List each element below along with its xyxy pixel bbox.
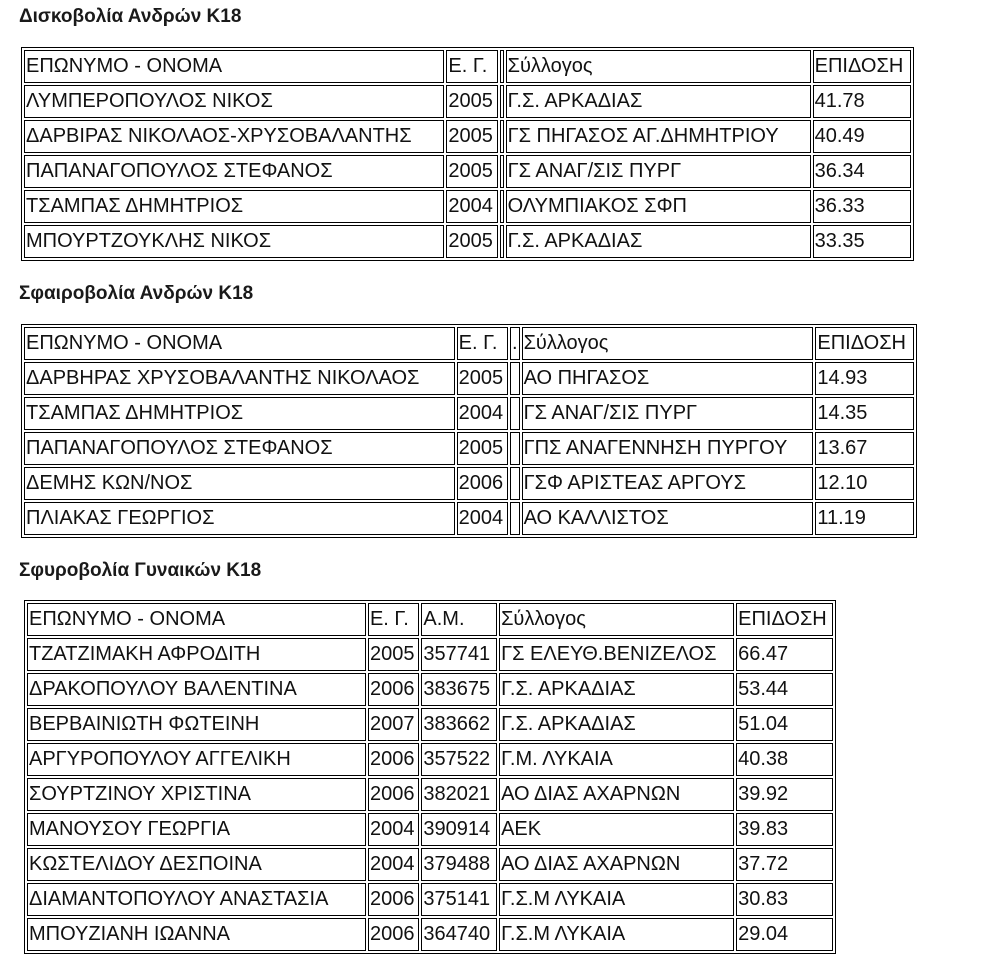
name-cell: ΠΛΙΑΚΑΣ ΓΕΩΡΓΙΟΣ xyxy=(24,502,455,535)
club-cell: Γ.Σ.Μ ΛΥΚΑΙΑ xyxy=(499,883,734,916)
reg-number-cell xyxy=(500,85,504,118)
name-cell: ΛΥΜΠΕΡΟΠΟΥΛΟΣ ΝΙΚΟΣ xyxy=(24,85,444,118)
birth-year-cell: 2006 xyxy=(368,673,419,706)
performance-cell: 33.35 xyxy=(813,225,911,258)
performance-cell: 36.33 xyxy=(813,190,911,223)
club-cell: ΑΟ ΔΙΑΣ ΑΧΑΡΝΩΝ xyxy=(499,848,734,881)
performance-cell: 13.67 xyxy=(815,432,914,465)
performance-cell: 41.78 xyxy=(813,85,911,118)
column-header xyxy=(500,50,504,83)
table-row xyxy=(27,778,833,811)
reg-number-cell xyxy=(500,120,504,153)
table-row xyxy=(27,813,833,846)
reg-number-cell: 383675 xyxy=(421,673,497,706)
club-cell: Γ.Σ. ΑΡΚΑΔΙΑΣ xyxy=(499,708,734,741)
table-row xyxy=(24,85,911,118)
reg-number-cell xyxy=(510,467,520,500)
name-cell: ΜΠΟΥΖΙΑΝΗ ΙΩΑΝΝΑ xyxy=(27,918,366,951)
table-row xyxy=(24,225,911,258)
performance-cell: 66.47 xyxy=(736,638,833,671)
reg-number-cell: 357741 xyxy=(421,638,497,671)
birth-year-cell: 2005 xyxy=(446,155,497,188)
name-cell: ΔΡΑΚΟΠΟΥΛΟΥ ΒΑΛΕΝΤΙΝΑ xyxy=(27,673,366,706)
table-row xyxy=(24,397,914,430)
header-row xyxy=(24,327,914,360)
birth-year-cell: 2007 xyxy=(368,708,419,741)
performance-cell: 12.10 xyxy=(815,467,914,500)
section-title-discus: Δισκοβολία Ανδρών Κ18 xyxy=(19,6,242,27)
name-cell: ΜΠΟΥΡΤΖΟΥΚΛΗΣ ΝΙΚΟΣ xyxy=(24,225,444,258)
club-cell: ΓΣ ΑΝΑΓ/ΣΙΣ ΠΥΡΓ xyxy=(522,397,814,430)
results-table-body xyxy=(24,50,911,258)
club-cell: ΑΟ ΔΙΑΣ ΑΧΑΡΝΩΝ xyxy=(499,778,734,811)
name-cell: ΤΣΑΜΠΑΣ ΔΗΜΗΤΡΙΟΣ xyxy=(24,397,455,430)
table-row xyxy=(24,467,914,500)
birth-year-cell: 2005 xyxy=(457,362,508,395)
table-row xyxy=(27,883,833,916)
column-header: ΕΠΩΝΥΜΟ - ΟΝΟΜΑ xyxy=(24,327,455,360)
table-row xyxy=(24,120,911,153)
reg-number-cell: 382021 xyxy=(421,778,497,811)
reg-number-cell xyxy=(500,225,504,258)
reg-number-cell: 390914 xyxy=(421,813,497,846)
name-cell: ΣΟΥΡΤΖΙΝΟΥ ΧΡΙΣΤΙΝΑ xyxy=(27,778,366,811)
performance-cell: 29.04 xyxy=(736,918,833,951)
reg-number-cell: 375141 xyxy=(421,883,497,916)
club-cell: ΓΣ ΑΝΑΓ/ΣΙΣ ΠΥΡΓ xyxy=(506,155,811,188)
name-cell: ΔΙΑΜΑΝΤΟΠΟΥΛΟΥ ΑΝΑΣΤΑΣΙΑ xyxy=(27,883,366,916)
name-cell: ΠΑΠΑΝΑΓΟΠΟΥΛΟΣ ΣΤΕΦΑΝΟΣ xyxy=(24,432,455,465)
birth-year-cell: 2004 xyxy=(446,190,497,223)
column-header: ΕΠΙΔΟΣΗ xyxy=(736,603,833,636)
birth-year-cell: 2006 xyxy=(457,467,508,500)
club-cell: ΟΛΥΜΠΙΑΚΟΣ ΣΦΠ xyxy=(506,190,811,223)
column-header: Σύλλογος xyxy=(522,327,814,360)
name-cell: ΤΖΑΤΖΙΜΑΚΗ ΑΦΡΟΔΙΤΗ xyxy=(27,638,366,671)
performance-cell: 39.83 xyxy=(736,813,833,846)
birth-year-cell: 2006 xyxy=(368,918,419,951)
performance-cell: 14.35 xyxy=(815,397,914,430)
birth-year-cell: 2006 xyxy=(368,778,419,811)
club-cell: Γ.Σ. ΑΡΚΑΔΙΑΣ xyxy=(506,85,811,118)
table-row xyxy=(24,502,914,535)
column-header: Σύλλογος xyxy=(499,603,734,636)
performance-cell: 53.44 xyxy=(736,673,833,706)
name-cell: ΚΩΣΤΕΛΙΔΟΥ ΔΕΣΠΟΙΝΑ xyxy=(27,848,366,881)
club-cell: ΓΠΣ ΑΝΑΓΕΝΝΗΣΗ ΠΥΡΓΟΥ xyxy=(522,432,814,465)
name-cell: ΜΑΝΟΥΣΟΥ ΓΕΩΡΓΙΑ xyxy=(27,813,366,846)
reg-number-cell xyxy=(510,362,520,395)
club-cell: Γ.Σ.Μ ΛΥΚΑΙΑ xyxy=(499,918,734,951)
reg-number-cell xyxy=(500,155,504,188)
club-cell: Γ.Σ. ΑΡΚΑΔΙΑΣ xyxy=(499,673,734,706)
column-header: . xyxy=(510,327,520,360)
name-cell: ΔΑΡΒΗΡΑΣ ΧΡΥΣΟΒΑΛΑΝΤΗΣ ΝΙΚΟΛΑΟΣ xyxy=(24,362,455,395)
results-table-body xyxy=(27,603,833,951)
column-header: ΕΠΩΝΥΜΟ - ΟΝΟΜΑ xyxy=(24,50,444,83)
reg-number-cell: 364740 xyxy=(421,918,497,951)
club-cell: ΓΣ ΕΛΕΥΘ.ΒΕΝΙΖΕΛΟΣ xyxy=(499,638,734,671)
reg-number-cell xyxy=(500,190,504,223)
reg-number-cell: 383662 xyxy=(421,708,497,741)
table-row xyxy=(24,432,914,465)
section-title-hammer-throw: Σφυροβολία Γυναικών Κ18 xyxy=(19,560,262,581)
name-cell: ΠΑΠΑΝΑΓΟΠΟΥΛΟΣ ΣΤΕΦΑΝΟΣ xyxy=(24,155,444,188)
table-row xyxy=(27,673,833,706)
performance-cell: 40.49 xyxy=(813,120,911,153)
birth-year-cell: 2005 xyxy=(368,638,419,671)
column-header: Α.Μ. xyxy=(421,603,497,636)
column-header: Ε. Γ. xyxy=(368,603,419,636)
birth-year-cell: 2006 xyxy=(368,743,419,776)
table-row xyxy=(24,362,914,395)
name-cell: ΤΣΑΜΠΑΣ ΔΗΜΗΤΡΙΟΣ xyxy=(24,190,444,223)
results-table-shot-put xyxy=(21,324,917,538)
birth-year-cell: 2005 xyxy=(446,225,497,258)
performance-cell: 51.04 xyxy=(736,708,833,741)
name-cell: ΒΕΡΒΑΙΝΙΩΤΗ ΦΩΤΕΙΝΗ xyxy=(27,708,366,741)
table-row xyxy=(24,155,911,188)
section-title-shot-put: Σφαιροβολία Ανδρών Κ18 xyxy=(19,283,254,304)
club-cell: ΓΣΦ ΑΡΙΣΤΕΑΣ ΑΡΓΟΥΣ xyxy=(522,467,814,500)
column-header: ΕΠΩΝΥΜΟ - ΟΝΟΜΑ xyxy=(27,603,366,636)
performance-cell: 40.38 xyxy=(736,743,833,776)
birth-year-cell: 2004 xyxy=(457,397,508,430)
club-cell: Γ.Σ. ΑΡΚΑΔΙΑΣ xyxy=(506,225,811,258)
performance-cell: 36.34 xyxy=(813,155,911,188)
club-cell: ΑΟ ΠΗΓΑΣΟΣ xyxy=(522,362,814,395)
table-row xyxy=(27,743,833,776)
results-table-hammer-throw xyxy=(24,600,836,954)
table-row xyxy=(24,190,911,223)
table-row xyxy=(27,638,833,671)
column-header: ΕΠΙΔΟΣΗ xyxy=(813,50,911,83)
reg-number-cell xyxy=(510,397,520,430)
table-row xyxy=(27,918,833,951)
header-row xyxy=(24,50,911,83)
name-cell: ΔΑΡΒΙΡΑΣ ΝΙΚΟΛΑΟΣ-ΧΡΥΣΟΒΑΛΑΝΤΗΣ xyxy=(24,120,444,153)
birth-year-cell: 2005 xyxy=(457,432,508,465)
results-table-discus xyxy=(21,47,914,261)
table-row xyxy=(27,708,833,741)
performance-cell: 14.93 xyxy=(815,362,914,395)
name-cell: ΑΡΓΥΡΟΠΟΥΛΟΥ ΑΓΓΕΛΙΚΗ xyxy=(27,743,366,776)
club-cell: ΑΕΚ xyxy=(499,813,734,846)
birth-year-cell: 2004 xyxy=(368,813,419,846)
performance-cell: 37.72 xyxy=(736,848,833,881)
birth-year-cell: 2005 xyxy=(446,120,497,153)
reg-number-cell: 379488 xyxy=(421,848,497,881)
reg-number-cell xyxy=(510,502,520,535)
column-header: ΕΠΙΔΟΣΗ xyxy=(815,327,914,360)
club-cell: Γ.Μ. ΛΥΚΑΙΑ xyxy=(499,743,734,776)
column-header: Ε. Γ. xyxy=(446,50,497,83)
reg-number-cell: 357522 xyxy=(421,743,497,776)
results-table-body xyxy=(24,327,914,535)
name-cell: ΔΕΜΗΣ ΚΩΝ/ΝΟΣ xyxy=(24,467,455,500)
header-row xyxy=(27,603,833,636)
column-header: Σύλλογος xyxy=(506,50,811,83)
performance-cell: 30.83 xyxy=(736,883,833,916)
table-row xyxy=(27,848,833,881)
club-cell: ΓΣ ΠΗΓΑΣΟΣ ΑΓ.ΔΗΜΗΤΡΙΟΥ xyxy=(506,120,811,153)
performance-cell: 11.19 xyxy=(815,502,914,535)
birth-year-cell: 2005 xyxy=(446,85,497,118)
birth-year-cell: 2004 xyxy=(457,502,508,535)
club-cell: ΑΟ ΚΑΛΛΙΣΤΟΣ xyxy=(522,502,814,535)
performance-cell: 39.92 xyxy=(736,778,833,811)
birth-year-cell: 2004 xyxy=(368,848,419,881)
column-header: Ε. Γ. xyxy=(457,327,508,360)
reg-number-cell xyxy=(510,432,520,465)
birth-year-cell: 2006 xyxy=(368,883,419,916)
